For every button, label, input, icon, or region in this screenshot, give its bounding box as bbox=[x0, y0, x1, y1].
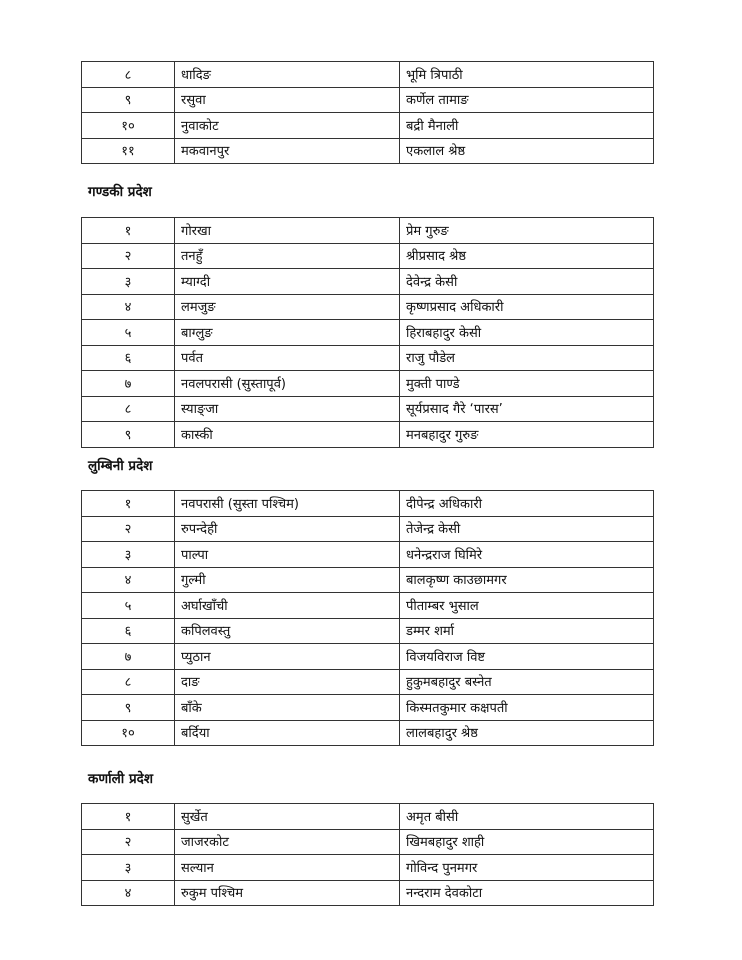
name-cell: हुकुमबहादुर बस्नेत bbox=[400, 669, 654, 695]
name-cell: बालकृष्ण काउछामगर bbox=[400, 567, 654, 593]
district-cell: बाग्लुङ bbox=[175, 320, 400, 346]
table-section-1 bbox=[81, 217, 654, 448]
table-row bbox=[82, 269, 654, 295]
name-cell: तेजेन्द्र केसी bbox=[400, 516, 654, 542]
row-number: १ bbox=[82, 218, 175, 244]
table-row bbox=[82, 491, 654, 517]
table-row bbox=[82, 644, 654, 670]
district-cell: सुर्खेत bbox=[175, 804, 400, 830]
row-number: २ bbox=[82, 516, 175, 542]
district-cell: कपिलवस्तु bbox=[175, 618, 400, 644]
name-cell: श्रीप्रसाद श्रेष्ठ bbox=[400, 243, 654, 269]
row-number: २ bbox=[82, 243, 175, 269]
district-cell: दाङ bbox=[175, 669, 400, 695]
district-cell: धादिङ bbox=[175, 62, 400, 88]
district-cell: नुवाकोट bbox=[175, 113, 400, 139]
name-cell: मनबहादुर गुरुङ bbox=[400, 422, 654, 448]
row-number: ८ bbox=[82, 669, 175, 695]
row-number: ४ bbox=[82, 880, 175, 906]
name-cell: गोविन्द पुनमगर bbox=[400, 855, 654, 881]
district-cell: अर्घाखाँची bbox=[175, 593, 400, 619]
table-section-3 bbox=[81, 803, 654, 906]
district-cell: नवपरासी (सुस्ता पश्चिम) bbox=[175, 491, 400, 517]
table-row bbox=[82, 62, 654, 88]
row-number: ९ bbox=[82, 87, 175, 113]
district-cell: मकवानपुर bbox=[175, 138, 400, 164]
district-cell: रुकुम पश्चिम bbox=[175, 880, 400, 906]
row-number: १ bbox=[82, 804, 175, 830]
table-row bbox=[82, 294, 654, 320]
row-number: ५ bbox=[82, 593, 175, 619]
district-cell: गोरखा bbox=[175, 218, 400, 244]
table-row bbox=[82, 345, 654, 371]
row-number: ६ bbox=[82, 618, 175, 644]
table-row bbox=[82, 720, 654, 746]
row-number: ५ bbox=[82, 320, 175, 346]
name-cell: सूर्यप्रसाद गैरे ‘पारस’ bbox=[400, 396, 654, 422]
table-row bbox=[82, 855, 654, 881]
name-cell: देवेन्द्र केसी bbox=[400, 269, 654, 295]
district-cell: रुपन्देही bbox=[175, 516, 400, 542]
name-cell: किस्मतकुमार कक्षपती bbox=[400, 695, 654, 721]
district-cell: बाँके bbox=[175, 695, 400, 721]
name-cell: नन्दराम देवकोटा bbox=[400, 880, 654, 906]
name-cell: विजयविराज विष्ट bbox=[400, 644, 654, 670]
district-cell: म्याग्दी bbox=[175, 269, 400, 295]
district-cell: लमजुङ bbox=[175, 294, 400, 320]
table-row bbox=[82, 695, 654, 721]
district-cell: सल्यान bbox=[175, 855, 400, 881]
table-row bbox=[82, 618, 654, 644]
row-number: ३ bbox=[82, 269, 175, 295]
row-number: ४ bbox=[82, 567, 175, 593]
row-number: ९ bbox=[82, 422, 175, 448]
district-cell: प्युठान bbox=[175, 644, 400, 670]
table-section-2 bbox=[81, 490, 654, 746]
table-row bbox=[82, 422, 654, 448]
name-cell: अमृत बीसी bbox=[400, 804, 654, 830]
name-cell: मुक्ती पाण्डे bbox=[400, 371, 654, 397]
heading-gandaki: गण्डकी प्रदेश bbox=[88, 184, 152, 200]
row-number: १० bbox=[82, 113, 175, 139]
district-cell: जाजरकोट bbox=[175, 829, 400, 855]
row-number: २ bbox=[82, 829, 175, 855]
table-row bbox=[82, 371, 654, 397]
heading-karnali: कर्णाली प्रदेश bbox=[88, 771, 154, 787]
row-number: ८ bbox=[82, 62, 175, 88]
table-row bbox=[82, 669, 654, 695]
name-cell: खिमबहादुर शाही bbox=[400, 829, 654, 855]
name-cell: लालबहादुर श्रेष्ठ bbox=[400, 720, 654, 746]
table-row bbox=[82, 138, 654, 164]
district-cell: बर्दिया bbox=[175, 720, 400, 746]
district-cell: कास्की bbox=[175, 422, 400, 448]
name-cell: कृष्णप्रसाद अधिकारी bbox=[400, 294, 654, 320]
table-row bbox=[82, 542, 654, 568]
table-row bbox=[82, 87, 654, 113]
row-number: ७ bbox=[82, 644, 175, 670]
heading-lumbini: लुम्बिनी प्रदेश bbox=[88, 458, 153, 474]
row-number: १ bbox=[82, 491, 175, 517]
name-cell: डम्मर शर्मा bbox=[400, 618, 654, 644]
row-number: ७ bbox=[82, 371, 175, 397]
table-row bbox=[82, 396, 654, 422]
row-number: १० bbox=[82, 720, 175, 746]
table-row bbox=[82, 593, 654, 619]
table-section-0 bbox=[81, 61, 654, 164]
table-row bbox=[82, 320, 654, 346]
name-cell: पीताम्बर भुसाल bbox=[400, 593, 654, 619]
district-cell: पर्वत bbox=[175, 345, 400, 371]
district-cell: तनहुँ bbox=[175, 243, 400, 269]
name-cell: हिराबहादुर केसी bbox=[400, 320, 654, 346]
district-cell: नवलपरासी (सुस्तापूर्व) bbox=[175, 371, 400, 397]
row-number: ११ bbox=[82, 138, 175, 164]
name-cell: कर्णेल तामाङ bbox=[400, 87, 654, 113]
district-cell: रसुवा bbox=[175, 87, 400, 113]
row-number: ८ bbox=[82, 396, 175, 422]
district-cell: पाल्पा bbox=[175, 542, 400, 568]
row-number: ९ bbox=[82, 695, 175, 721]
table-row bbox=[82, 567, 654, 593]
table-row bbox=[82, 218, 654, 244]
name-cell: एकलाल श्रेष्ठ bbox=[400, 138, 654, 164]
name-cell: प्रेम गुरुङ bbox=[400, 218, 654, 244]
table-row bbox=[82, 243, 654, 269]
row-number: ४ bbox=[82, 294, 175, 320]
row-number: ३ bbox=[82, 855, 175, 881]
table-row bbox=[82, 880, 654, 906]
row-number: ६ bbox=[82, 345, 175, 371]
table-row bbox=[82, 113, 654, 139]
table-row bbox=[82, 804, 654, 830]
name-cell: भूमि त्रिपाठी bbox=[400, 62, 654, 88]
name-cell: बद्री मैनाली bbox=[400, 113, 654, 139]
district-cell: गुल्मी bbox=[175, 567, 400, 593]
name-cell: राजु पौडेल bbox=[400, 345, 654, 371]
district-cell: स्याङ्जा bbox=[175, 396, 400, 422]
row-number: ३ bbox=[82, 542, 175, 568]
table-row bbox=[82, 516, 654, 542]
table-row bbox=[82, 829, 654, 855]
name-cell: धनेन्द्रराज घिमिरे bbox=[400, 542, 654, 568]
name-cell: दीपेन्द्र अधिकारी bbox=[400, 491, 654, 517]
